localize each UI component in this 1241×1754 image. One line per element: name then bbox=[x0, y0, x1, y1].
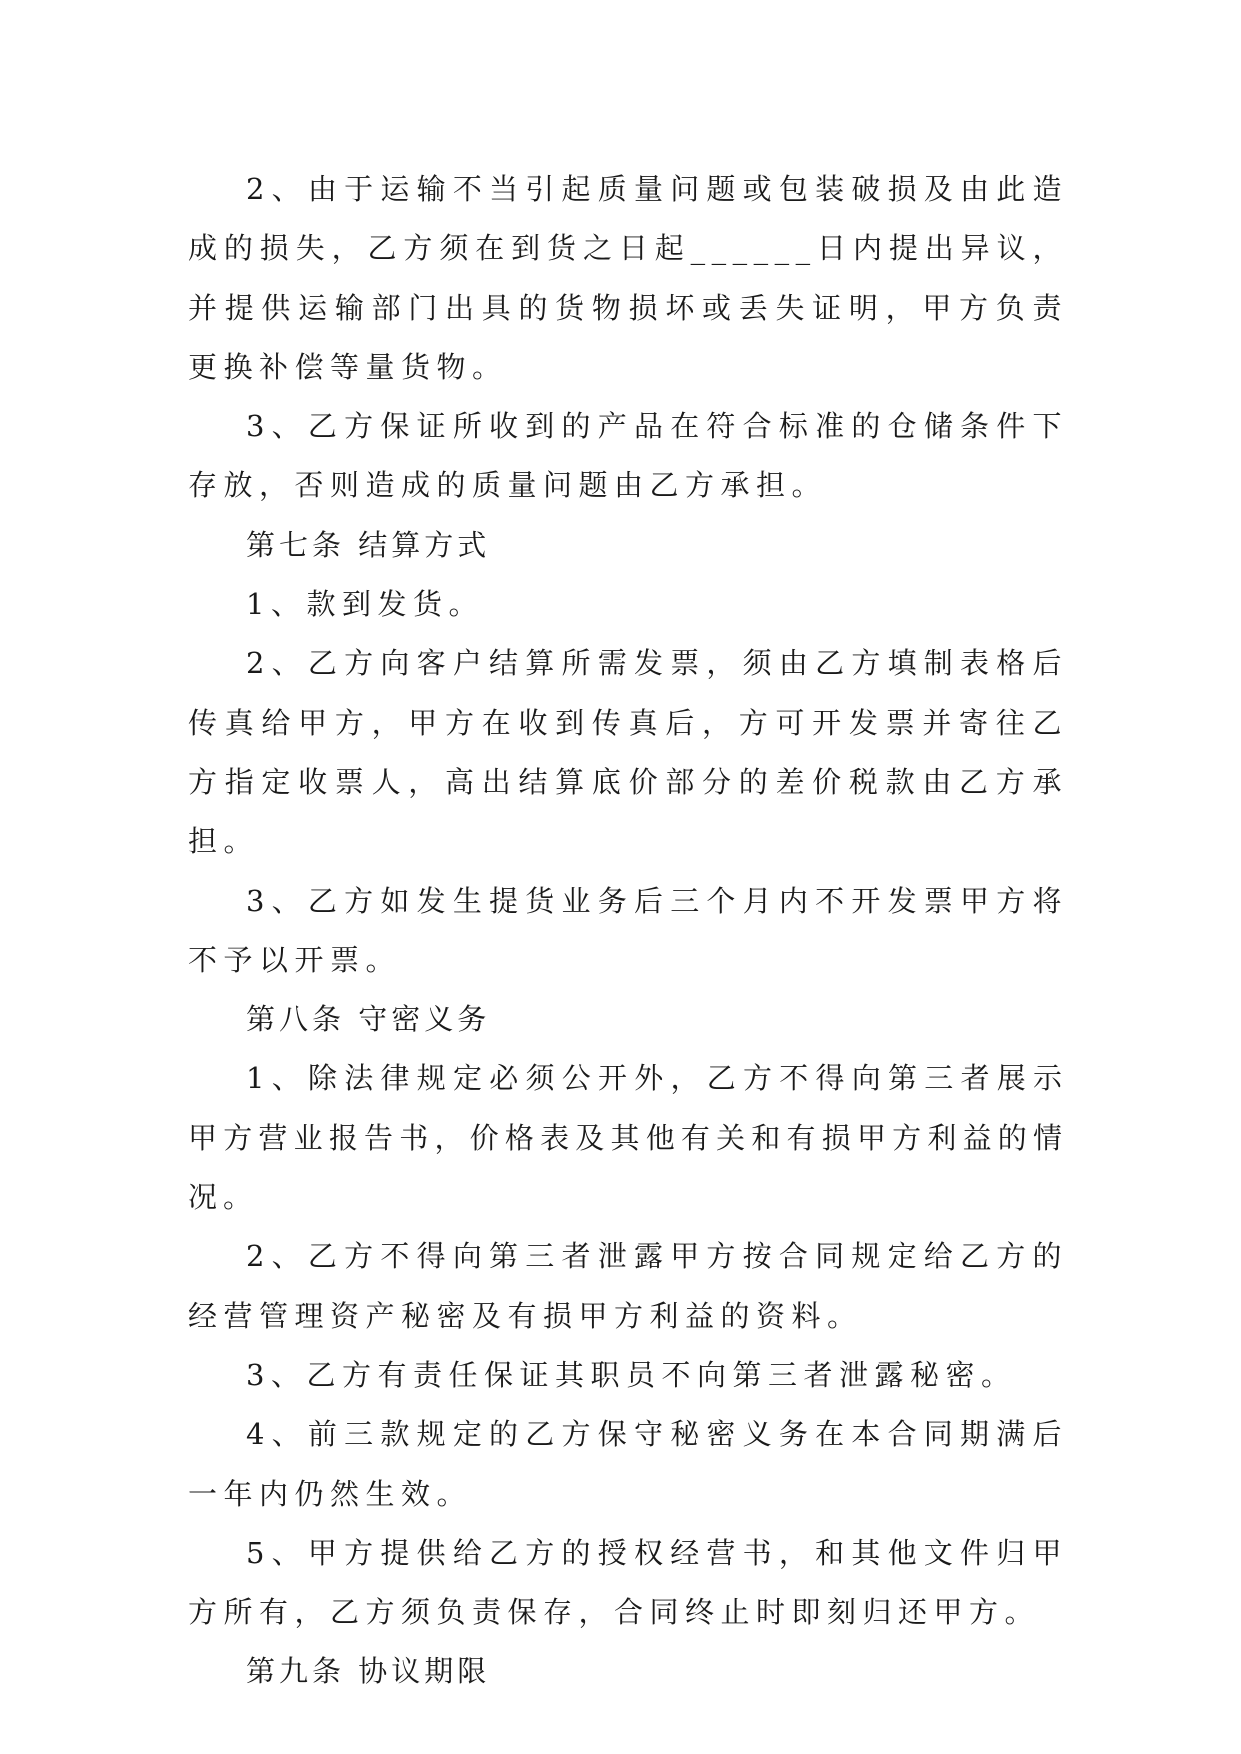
paragraph-article8-item5: 5、甲方提供给乙方的授权经营书，和其他文件归甲方所有，乙方须负责保存，合同终止时即刻归还甲方。 bbox=[188, 1535, 1068, 1630]
paragraph-article7-item3: 3、乙方如发生提货业务后三个月内不开发票甲方将不予以开票。 bbox=[188, 883, 1068, 977]
paragraph-article7-item2: 2、乙方向客户结算所需发票，须由乙方填制表格后传真给甲方，甲方在收到传真后，方可开发票并寄往乙方指定收票人，高出结算底价部分的差价税款由乙方承担。 bbox=[188, 646, 1068, 859]
heading-article7: 第七条 结算方式 bbox=[246, 527, 491, 562]
paragraph-article6-item2: 2、由于运输不当引起质量问题或包装破损及由此造成的损失，乙方须在到货之日起______日内提出异议，并提供运输部门出具的货物损坏或丢失证明，甲方负责更换补偿等量货物。 bbox=[188, 172, 1068, 384]
heading-article8: 第八条 守密义务 bbox=[246, 1002, 491, 1037]
heading-article9: 第九条 协议期限 bbox=[246, 1654, 491, 1689]
paragraph-article6-item3: 3、乙方保证所收到的产品在符合标准的仓储条件下存放，否则造成的质量问题由乙方承担。 bbox=[188, 409, 1068, 503]
paragraph-article8-item1: 1、除法律规定必须公开外，乙方不得向第三者展示甲方营业报告书，价格表及其他有关和有损甲方利益的情况。 bbox=[188, 1061, 1068, 1215]
paragraph-article7-item1: 1、款到发货。 bbox=[246, 587, 484, 622]
document-body bbox=[188, 160, 1068, 1702]
paragraph-article8-item3: 3、乙方有责任保证其职员不向第三者泄露秘密。 bbox=[246, 1357, 1017, 1392]
paragraph-article8-item2: 2、乙方不得向第三者泄露甲方按合同规定给乙方的经营管理资产秘密及有损甲方利益的资料。 bbox=[188, 1239, 1068, 1333]
paragraph-article8-item4: 4、前三款规定的乙方保守秘密义务在本合同期满后一年内仍然生效。 bbox=[188, 1417, 1068, 1511]
